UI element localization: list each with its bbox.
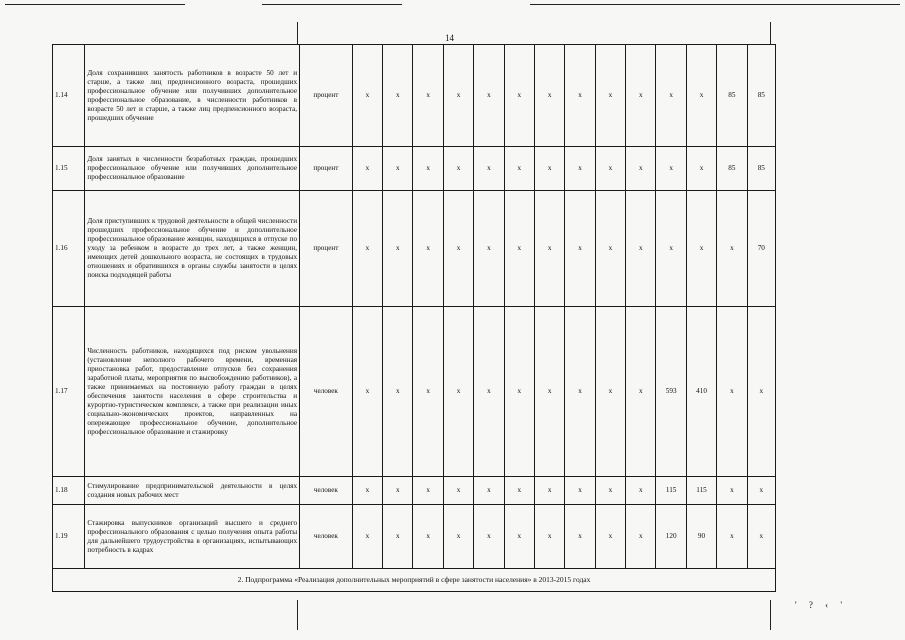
row-value: x bbox=[413, 307, 443, 477]
row-value: 85 bbox=[747, 45, 775, 147]
row-value: x bbox=[565, 477, 595, 505]
row-value: x bbox=[504, 505, 534, 569]
row-value: 410 bbox=[686, 307, 716, 477]
row-value: x bbox=[534, 307, 564, 477]
row-value: x bbox=[413, 45, 443, 147]
row-value: x bbox=[383, 147, 413, 191]
row-description: Численность работников, находящихся под риском увольнения (установление неполного рабочего времени, временная приостановка работ, предоставление отпусков без сохранения заработной платы, мероприятия по высвобождению работников), а также принимаемых на постоянную работу граждан в целях обеспечения занятости населения в сфере строительства и курортно-туристическом комплексе, а также при реализации иных социально-экономических проектов, направленных на опережающее профессиональное обучение, дополнительное профессиональное образование и стажировку bbox=[85, 307, 300, 477]
row-value: x bbox=[565, 307, 595, 477]
row-value: x bbox=[626, 147, 656, 191]
row-value: x bbox=[595, 477, 625, 505]
row-value: x bbox=[383, 477, 413, 505]
table-row bbox=[53, 477, 776, 505]
row-description: Доля занятых в численности безработных граждан, прошедших профессиональное обучение или получивших дополнительное профессиональное образование bbox=[85, 147, 300, 191]
scan-line-top-mid bbox=[262, 4, 402, 5]
row-value: x bbox=[626, 45, 656, 147]
row-value: x bbox=[656, 147, 686, 191]
scan-line-top-left bbox=[5, 4, 185, 5]
row-value: x bbox=[352, 45, 382, 147]
row-value: x bbox=[352, 477, 382, 505]
row-value: x bbox=[686, 191, 716, 307]
row-value: x bbox=[383, 505, 413, 569]
row-description: Стимулирование предпринимательской деятельности в целях создания новых рабочих мест bbox=[85, 477, 300, 505]
row-value: x bbox=[443, 147, 473, 191]
row-value: x bbox=[717, 191, 747, 307]
row-unit: человек bbox=[300, 307, 353, 477]
row-value: x bbox=[595, 147, 625, 191]
subprogram-title: 2. Подпрограмма «Реализация дополнительных мероприятий в сфере занятости населения» в 2013-2015 годах bbox=[53, 569, 776, 592]
row-value: x bbox=[595, 191, 625, 307]
row-number: 1.16 bbox=[53, 191, 85, 307]
page-number: 14 bbox=[445, 33, 454, 43]
row-value: x bbox=[413, 477, 443, 505]
row-value: x bbox=[474, 45, 504, 147]
row-value: x bbox=[504, 477, 534, 505]
subprogram-row bbox=[53, 569, 776, 592]
row-value: x bbox=[534, 477, 564, 505]
row-value: x bbox=[383, 191, 413, 307]
row-number: 1.17 bbox=[53, 307, 85, 477]
row-value: x bbox=[534, 45, 564, 147]
row-value: x bbox=[413, 147, 443, 191]
corner-marks: ' ? ‹ ' bbox=[795, 600, 847, 610]
row-value: x bbox=[717, 477, 747, 505]
table-row bbox=[53, 191, 776, 307]
table-row bbox=[53, 147, 776, 191]
row-value: x bbox=[413, 191, 443, 307]
row-value: x bbox=[443, 45, 473, 147]
row-value: x bbox=[534, 505, 564, 569]
row-value: x bbox=[565, 191, 595, 307]
table-row bbox=[53, 307, 776, 477]
row-value: x bbox=[504, 191, 534, 307]
row-number: 1.15 bbox=[53, 147, 85, 191]
row-value: x bbox=[747, 307, 775, 477]
row-value: x bbox=[443, 307, 473, 477]
row-value: x bbox=[565, 147, 595, 191]
row-value: x bbox=[504, 147, 534, 191]
row-value: x bbox=[352, 191, 382, 307]
row-value: x bbox=[474, 191, 504, 307]
row-unit: человек bbox=[300, 477, 353, 505]
row-value: x bbox=[747, 505, 775, 569]
row-unit: процент bbox=[300, 147, 353, 191]
row-value: 70 bbox=[747, 191, 775, 307]
row-value: 85 bbox=[717, 45, 747, 147]
row-value: x bbox=[474, 477, 504, 505]
row-value: x bbox=[565, 45, 595, 147]
row-value: x bbox=[686, 147, 716, 191]
row-value: x bbox=[474, 505, 504, 569]
row-value: x bbox=[656, 45, 686, 147]
table-row bbox=[53, 505, 776, 569]
row-value: x bbox=[626, 191, 656, 307]
row-value: x bbox=[383, 45, 413, 147]
row-description: Доля сохранивших занятость работников в возрасте 50 лет и старше, а также лиц предпенсионного возраста, прошедших профессиональное обучение или получивших дополнительное профессиональное образование, в численности работников в возрасте 50 лет и старше, а также лиц предпенсионного возраста, прошедших обучение bbox=[85, 45, 300, 147]
row-value: x bbox=[595, 307, 625, 477]
row-value: x bbox=[352, 147, 382, 191]
row-value: x bbox=[595, 505, 625, 569]
row-value: x bbox=[504, 45, 534, 147]
row-number: 1.19 bbox=[53, 505, 85, 569]
scan-line-top-right bbox=[530, 4, 900, 5]
row-value: 593 bbox=[656, 307, 686, 477]
row-value: x bbox=[626, 505, 656, 569]
row-unit: процент bbox=[300, 191, 353, 307]
row-number: 1.14 bbox=[53, 45, 85, 147]
row-value: x bbox=[474, 147, 504, 191]
row-value: x bbox=[717, 307, 747, 477]
row-value: x bbox=[352, 307, 382, 477]
row-value: x bbox=[474, 307, 504, 477]
row-value: x bbox=[383, 307, 413, 477]
row-value: x bbox=[626, 307, 656, 477]
scan-line-vertical-left bbox=[297, 22, 298, 44]
row-value: 85 bbox=[717, 147, 747, 191]
row-value: x bbox=[747, 477, 775, 505]
row-value: x bbox=[717, 505, 747, 569]
row-value: x bbox=[595, 45, 625, 147]
table-row bbox=[53, 45, 776, 147]
scan-line-vertical-right-bottom bbox=[770, 600, 771, 630]
row-value: 90 bbox=[686, 505, 716, 569]
row-unit: процент bbox=[300, 45, 353, 147]
row-value: x bbox=[443, 505, 473, 569]
row-value: x bbox=[352, 505, 382, 569]
row-value: 120 bbox=[656, 505, 686, 569]
row-value: 115 bbox=[686, 477, 716, 505]
row-description: Стажировка выпускников организаций высшего и среднего профессионального образования с целью получения опыта работы для дальнейшего трудоустройства в организациях, испытывающих потребность в кадрах bbox=[85, 505, 300, 569]
row-unit: человек bbox=[300, 505, 353, 569]
row-value: x bbox=[443, 477, 473, 505]
row-value: x bbox=[443, 191, 473, 307]
row-value: x bbox=[686, 45, 716, 147]
scan-line-vertical-right bbox=[770, 22, 771, 44]
row-description: Доля приступивших к трудовой деятельности в общей численности прошедших профессиональное обучение и дополнительное профессиональное образование женщин, находящихся в отпуске по уходу за ребенком в возрасте до трех лет, а также женщин, имеющих детей дошкольного возраста, не состоящих в трудовых отношениях и обратившихся в органы службы занятости в целях поиска подходящей работы bbox=[85, 191, 300, 307]
row-value: 85 bbox=[747, 147, 775, 191]
scan-line-vertical-left-bottom bbox=[297, 600, 298, 630]
row-value: 115 bbox=[656, 477, 686, 505]
row-value: x bbox=[565, 505, 595, 569]
row-number: 1.18 bbox=[53, 477, 85, 505]
row-value: x bbox=[534, 147, 564, 191]
indicator-table bbox=[52, 44, 776, 592]
row-value: x bbox=[504, 307, 534, 477]
row-value: x bbox=[534, 191, 564, 307]
row-value: x bbox=[656, 191, 686, 307]
row-value: x bbox=[626, 477, 656, 505]
row-value: x bbox=[413, 505, 443, 569]
